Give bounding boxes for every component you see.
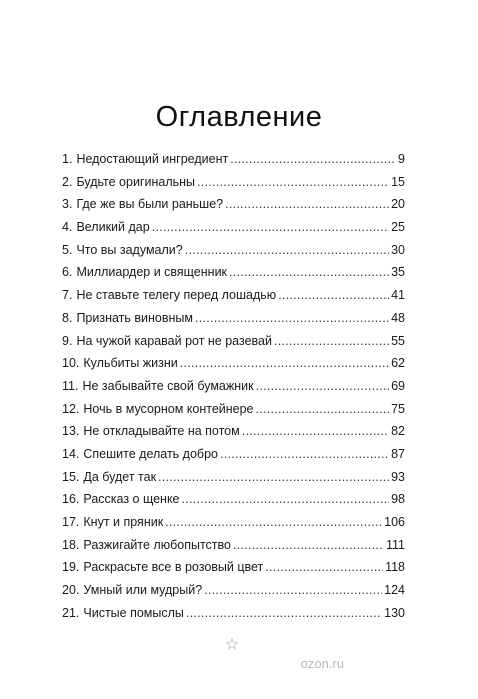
toc-leader-dots [182,492,390,506]
toc-item-number: 8. [62,310,73,325]
toc-leader-dots [278,288,389,302]
toc-item-title: Умный или мудрый? [83,583,203,598]
toc-leader-dots [230,152,396,166]
toc-item [62,197,405,220]
toc-leader-dots [185,243,389,257]
toc-item-number: 21. [62,605,80,620]
toc-leader-dots [265,560,383,574]
toc-item-title: Да будет так [83,469,157,484]
toc-item-number: 1. [62,152,73,166]
toc-item-title: Не забывайте свой бумажник [82,378,254,393]
toc-item-number: 9. [62,333,73,348]
toc-item [62,560,405,583]
toc-item-title: Не ставьте телегу перед лошадью [76,288,277,303]
toc-item [62,334,405,357]
toc-item-page: 25 [391,220,405,235]
toc-item [62,402,405,425]
toc-item-number: 12. [62,401,80,416]
toc-leader-dots [220,447,389,461]
toc-item-number: 19. [62,560,80,575]
toc-item [62,175,405,198]
toc-leader-dots [152,220,389,234]
toc-item-number: 15. [62,469,80,484]
toc-item-page: 62 [391,356,405,371]
toc-leader-dots [165,515,382,529]
toc-item-page: 20 [391,197,405,212]
toc-item [62,515,405,538]
toc-item-page: 75 [391,401,405,416]
page-title: Оглавление [155,101,323,134]
watermark: ozon.ru [300,656,344,671]
toc-item [62,311,405,334]
toc-item-title: Кульбиты жизни [83,356,178,371]
toc-item-page: 87 [391,446,405,461]
toc-item-number: 18. [62,537,80,552]
toc-item-title: Миллиардер и священник [76,265,228,280]
toc-item-page: 98 [391,492,405,507]
toc-item-number: 17. [62,515,80,529]
toc-item-title: Признать виновным [76,310,193,325]
toc-item [62,379,405,402]
toc-item-page: 48 [391,310,405,325]
toc-item-page: 9 [398,152,405,166]
toc-leader-dots [197,175,389,189]
toc-item [62,447,405,470]
toc-item [62,424,405,447]
toc-item-title: На чужой каравай рот не разевай [76,333,272,348]
toc-leader-dots [229,265,389,279]
toc-item-title: Ночь в мусорном контейнере [83,401,254,416]
toc-item [62,288,405,311]
toc-item [62,356,405,379]
toc-item-page: 93 [391,469,405,484]
toc-item-title: Будьте оригинальны [76,174,196,189]
toc-item-page: 15 [391,174,405,189]
toc-item-number: 16. [62,492,80,507]
toc-item-page: 35 [391,265,405,280]
toc-leader-dots [274,334,389,348]
toc-leader-dots [204,583,382,597]
toc-item-page: 55 [391,333,405,348]
toc-leader-dots [233,538,384,552]
toc-item [62,470,405,493]
toc-leader-dots [256,402,390,416]
toc-item-page: 69 [391,378,405,393]
toc-leader-dots [242,424,389,438]
toc-item-number: 20. [62,583,80,598]
toc-item-title: Раскрасьте все в розовый цвет [83,560,264,575]
toc-item-page: 82 [391,424,405,439]
toc-item-page: 41 [391,288,405,303]
toc-item-title: Кнут и пряник [83,515,164,529]
toc-item-title: Рассказ о щенке [83,492,180,507]
ozon-star-icon [226,638,238,650]
toc-item-title: Не откладывайте на потом [83,424,240,439]
table-of-contents [62,152,405,628]
toc-item-title: Спешите делать добро [83,446,218,461]
toc-item-number: 5. [62,242,73,257]
toc-leader-dots [195,311,389,325]
toc-item-title: Разжигайте любопытство [83,537,231,552]
toc-item-number: 13. [62,424,80,439]
toc-item-number: 7. [62,288,73,303]
toc-leader-dots [256,379,390,393]
toc-item-number: 3. [62,197,73,212]
toc-item-title: Где же вы были раньше? [76,197,224,212]
toc-leader-dots [180,356,389,370]
toc-item-title: Что вы задумали? [76,242,183,257]
toc-item-number: 11. [62,378,79,393]
toc-item-title: Великий дар [76,220,150,235]
toc-item-page: 106 [384,515,405,529]
toc-item [62,492,405,515]
toc-item-number: 10. [62,356,80,371]
toc-item-title: Чистые помыслы [83,605,184,620]
toc-item-number: 14. [62,446,80,461]
toc-item-number: 2. [62,174,73,189]
toc-item [62,606,405,629]
toc-item [62,220,405,243]
toc-item-page: 124 [384,583,405,598]
toc-item-page: 118 [385,560,405,575]
toc-item [62,243,405,266]
toc-item-title: Недостающий ингредиент [76,152,229,166]
toc-leader-dots [186,606,382,620]
toc-item-page: 111 [385,537,405,552]
toc-item [62,583,405,606]
toc-item [62,152,405,175]
toc-leader-dots [225,197,389,211]
toc-item [62,538,405,561]
toc-item [62,265,405,288]
toc-item-page: 130 [384,605,405,620]
toc-item-number: 6. [62,265,73,280]
toc-leader-dots [158,470,389,484]
toc-item-number: 4. [62,220,73,235]
toc-item-page: 30 [391,242,405,257]
